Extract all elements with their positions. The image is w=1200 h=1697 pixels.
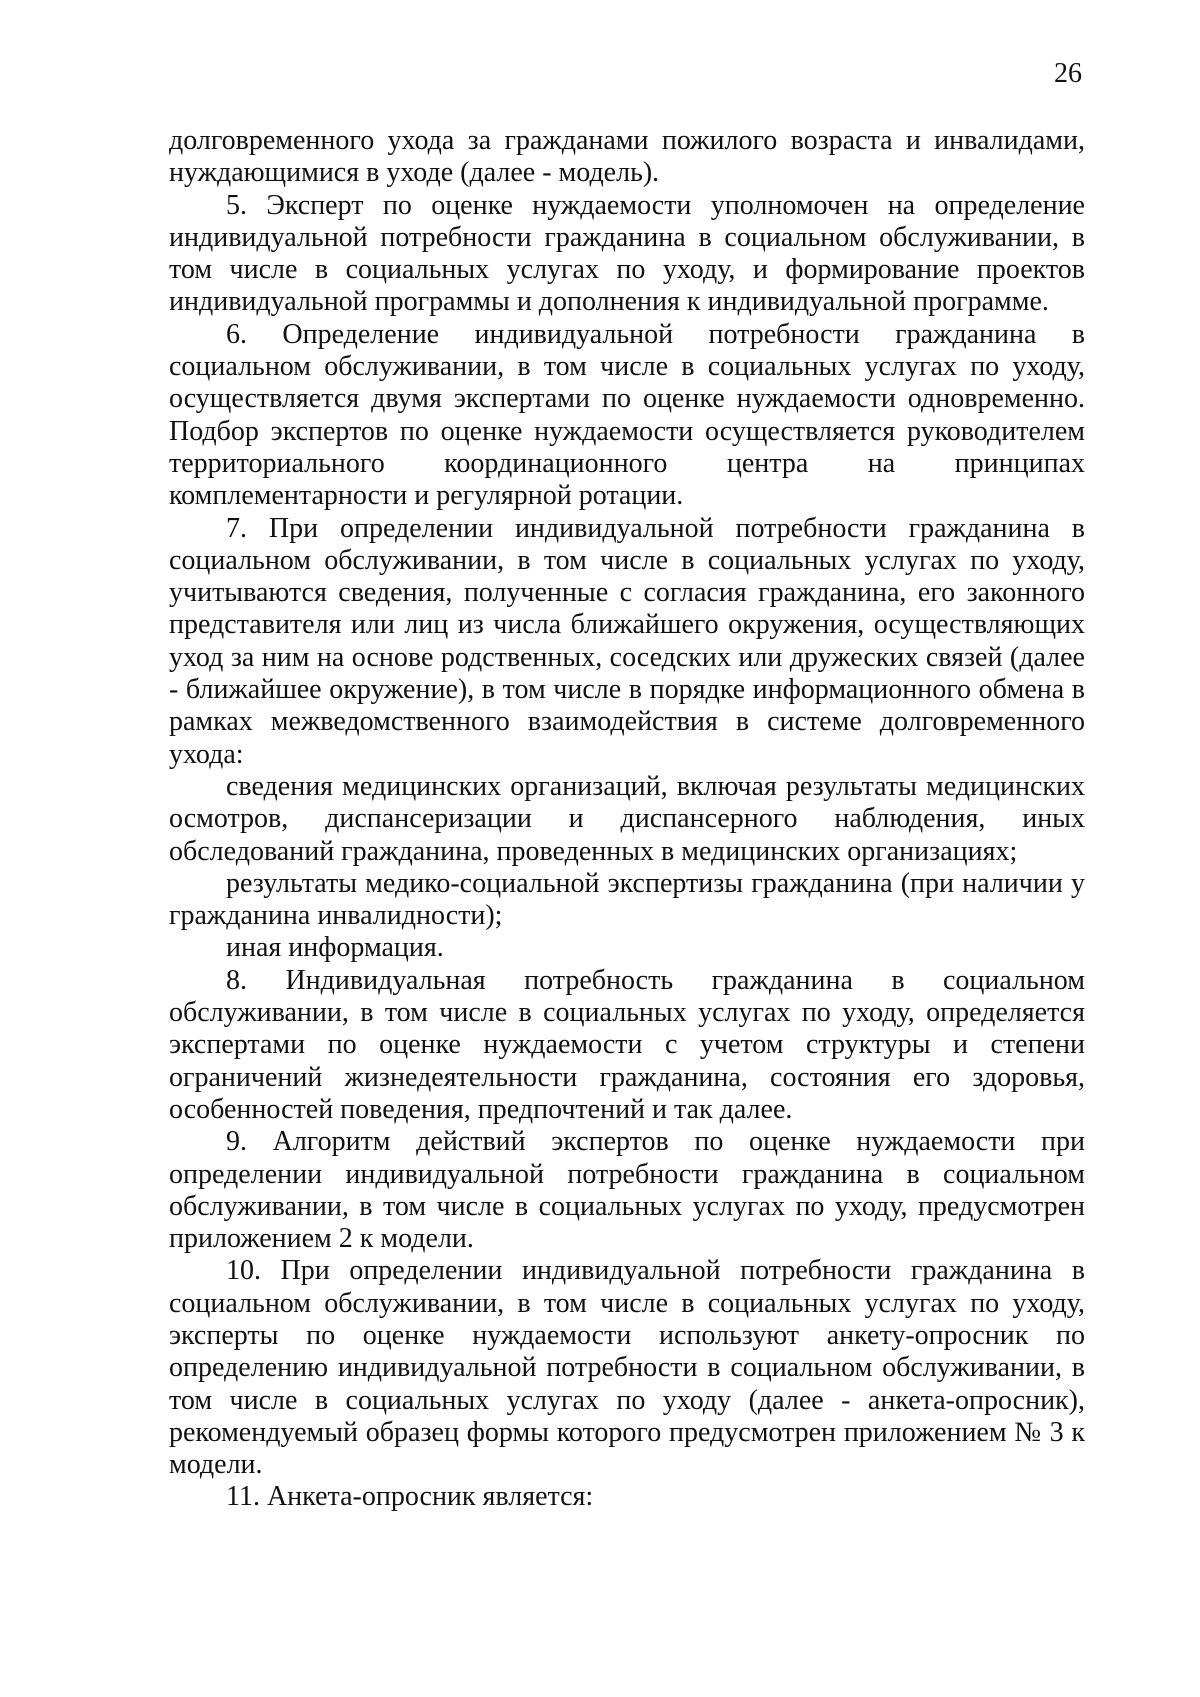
paragraph-item-9: 9. Алгоритм действий экспертов по оценке нуждаемости при определении индивидуальной потребности гражданина в социальном обслуживании, в том числе в социальных услугах по уходу, предусмотрен приложением 2 к модели. xyxy=(169,1126,1085,1255)
list-item-medical-info: сведения медицинских организаций, включая результаты медицинских осмотров, диспансеризации и диспансерного наблюдения, иных обследований гражданина, проведенных в медицинских организациях; xyxy=(169,770,1085,867)
paragraph-item-5: 5. Эксперт по оценке нуждаемости уполномочен на определение индивидуальной потребности гражданина в социальном обслуживании, в том числе в социальных услугах по уходу, и формирование проектов индивидуальной программы и дополнения к индивидуальной программе. xyxy=(169,189,1085,318)
paragraph-item-7: 7. При определении индивидуальной потребности гражданина в социальном обслуживании, в том числе в социальных услугах по уходу, учитываются сведения, полученные с согласия гражданина, его законного представителя или лиц из числа ближайшего окружения, осуществляющих уход за ним на основе родственных, соседских или дружеских связей (далее - ближайшее окружение), в том числе в порядке информационного обмена в рамках межведомственного взаимодействия в системе долговременного ухода: xyxy=(169,512,1085,770)
paragraph-continuation: долговременного ухода за гражданами пожилого возраста и инвалидами, нуждающимися в уходе (далее - модель). xyxy=(169,125,1085,189)
document-body xyxy=(169,125,1085,1514)
paragraph-item-11: 11. Анкета-опросник является: xyxy=(226,1481,594,1513)
list-item-mse-results: результаты медико-социальной экспертизы гражданина (при наличии у гражданина инвалидности); xyxy=(169,867,1085,932)
paragraph-item-10: 10. При определении индивидуальной потребности гражданина в социальном обслуживании, в том числе в социальных услугах по уходу, эксперты по оценке нуждаемости используют анкету-опросник по определению индивидуальной потребности в социальном обслуживании, в том числе в социальных услугах по уходу (далее - анкета-опросник), рекомендуемый образец формы которого предусмотрен приложением № 3 к модели. xyxy=(169,1255,1085,1481)
list-item-other-info: иная информация. xyxy=(226,932,444,964)
paragraph-item-6: 6. Определение индивидуальной потребности гражданина в социальном обслуживании, в том числе в социальных услугах по уходу, осуществляется двумя экспертами по оценке нуждаемости одновременно. Подбор экспертов по оценке нуждаемости осуществляется руководителем территориального координационного центра на принципах комплементарности и регулярной ротации. xyxy=(169,318,1085,512)
page-number: 26 xyxy=(1054,58,1082,89)
paragraph-item-8: 8. Индивидуальная потребность гражданина в социальном обслуживании, в том числе в социальных услугах по уходу, определяется экспертами по оценке нуждаемости с учетом структуры и степени ограничений жизнедеятельности гражданина, состояния его здоровья, особенностей поведения, предпочтений и так далее. xyxy=(169,964,1085,1125)
